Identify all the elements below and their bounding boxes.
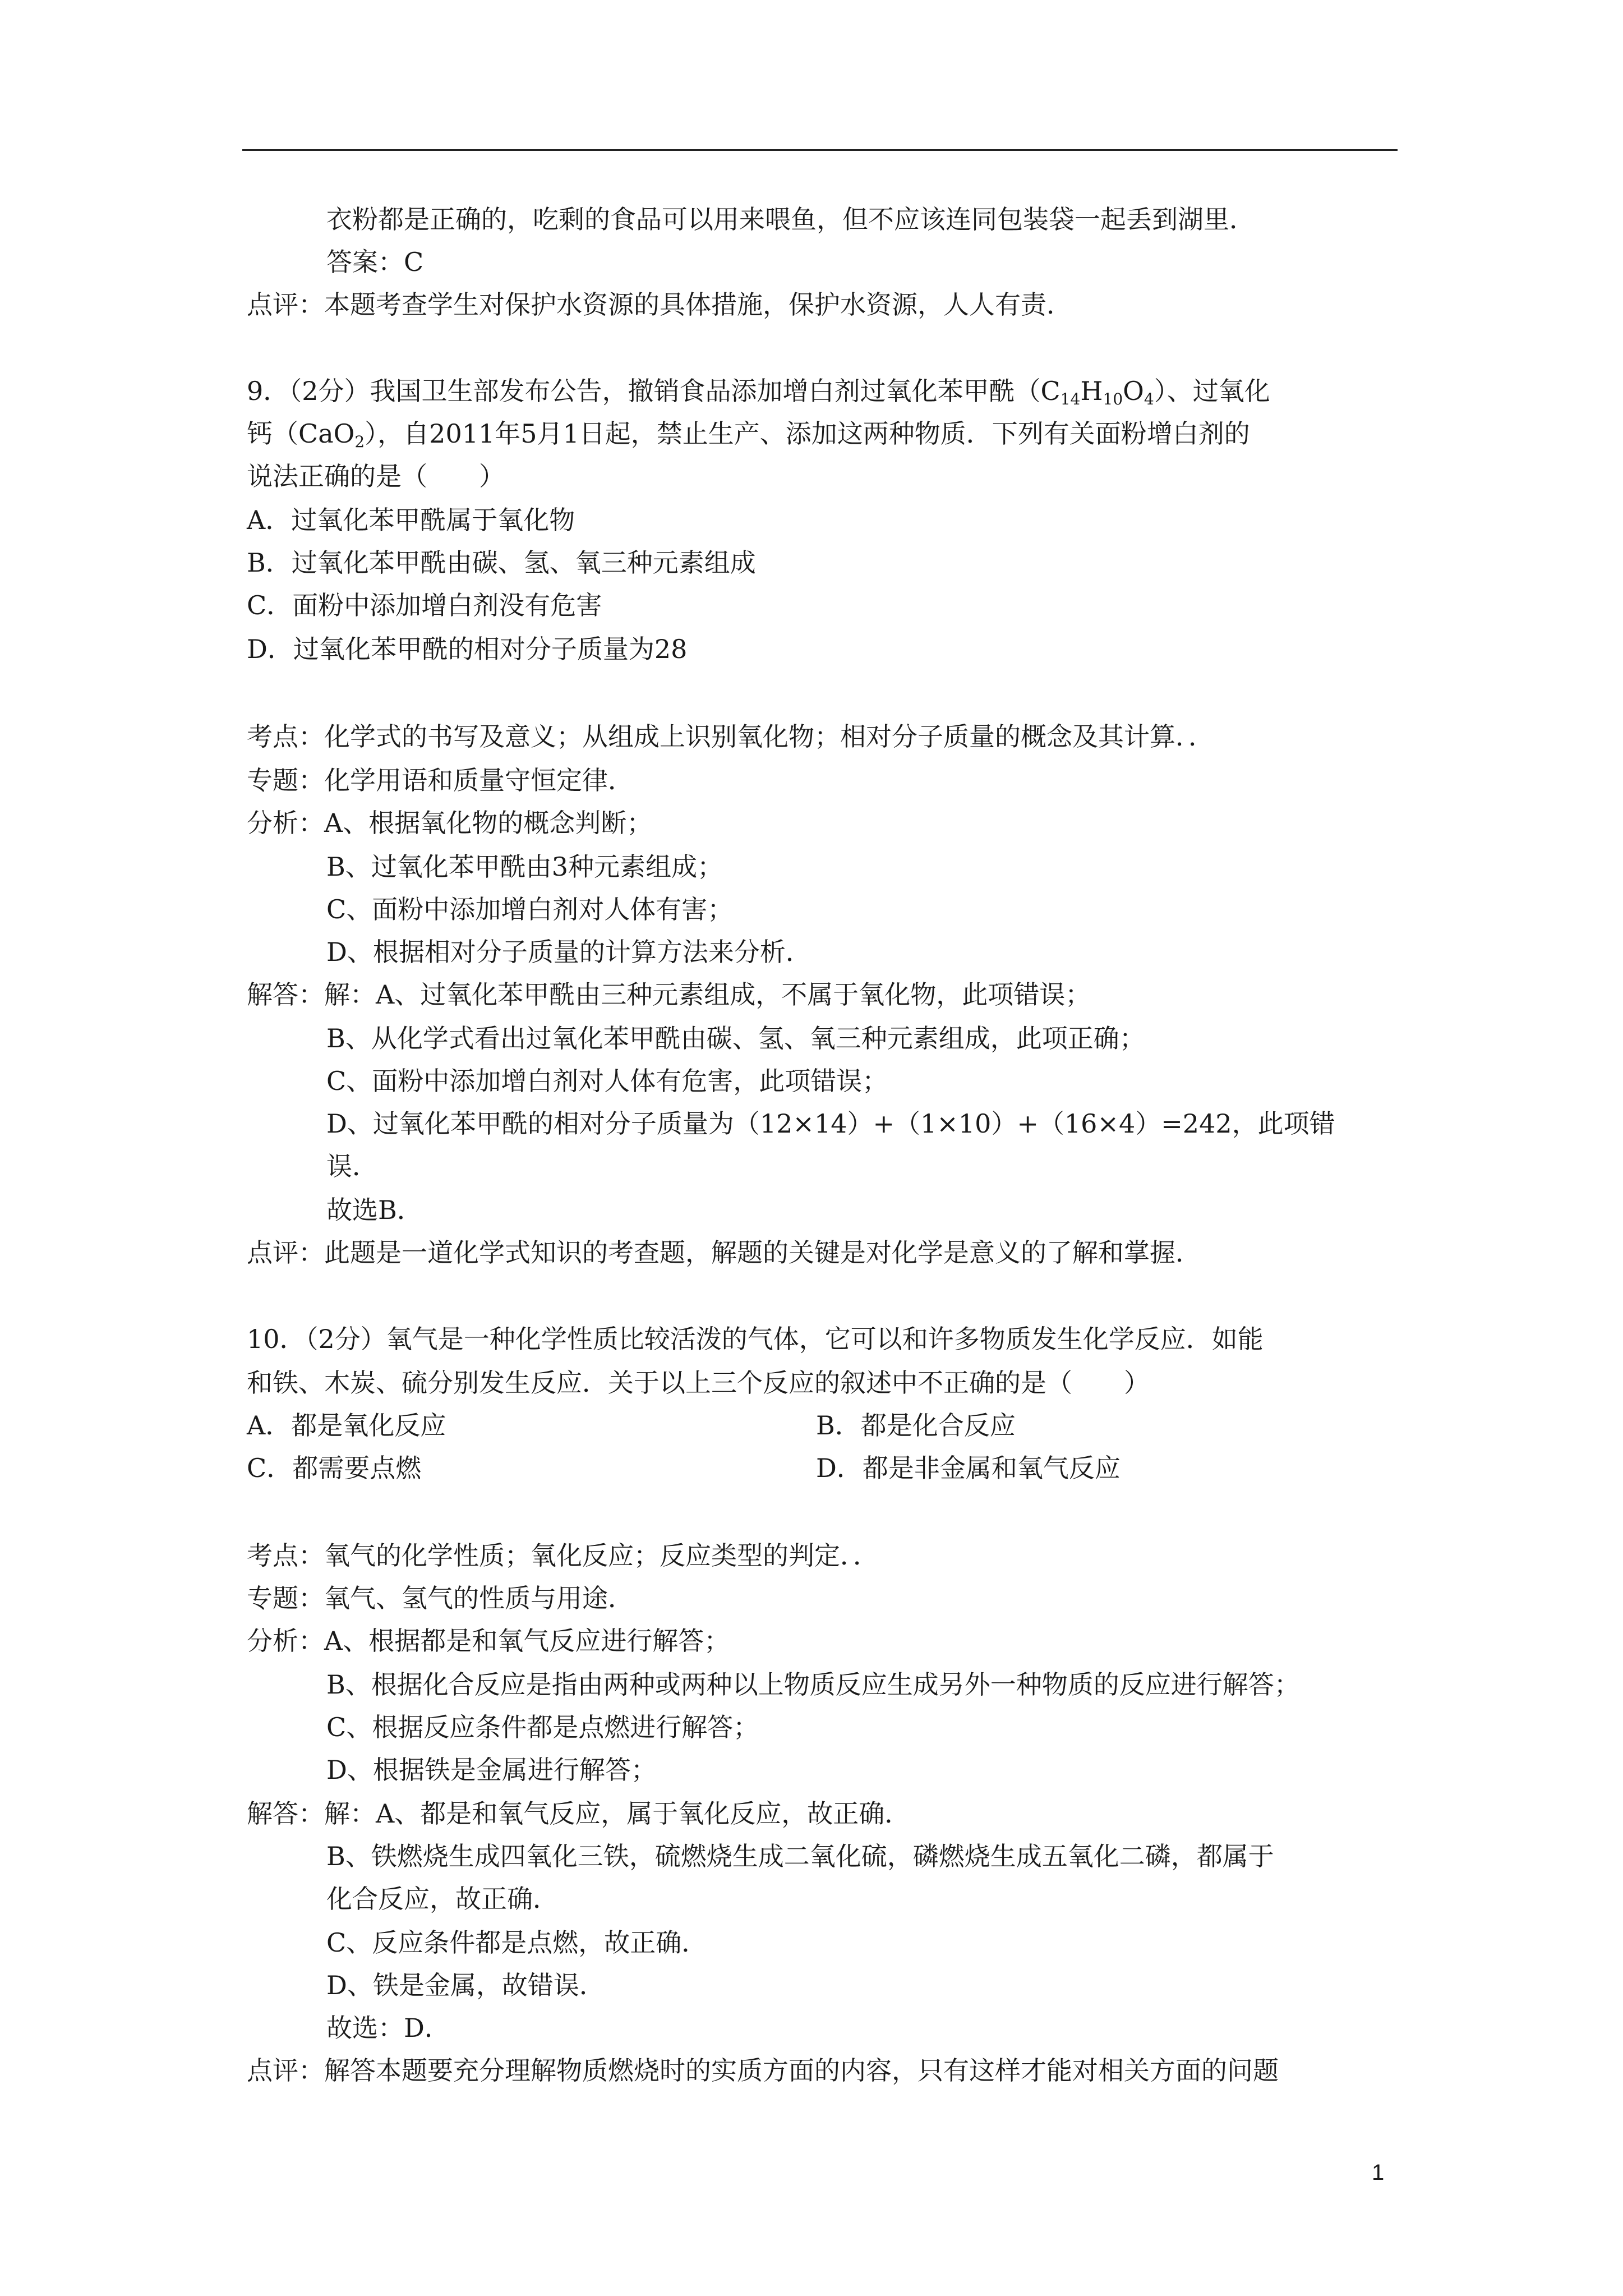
q10-fenxi-0: 分析：A、根据都是和氧气反应进行解答； xyxy=(247,1626,730,1656)
q9-fenxi-1: B、过氧化苯甲酰由3种元素组成； xyxy=(326,852,723,882)
q9-option-b: B．过氧化苯甲酰由碳、氢、氧三种元素组成 xyxy=(247,547,756,578)
q10-option-c: C．都需要点燃 xyxy=(247,1453,422,1483)
q9-jieda-0: 解答：解：A、过氧化苯甲酰由三种元素组成，不属于氧化物，此项错误； xyxy=(247,979,1091,1010)
q10-jieda-4: D、铁是金属，故错误． xyxy=(326,1970,605,2000)
header-rule xyxy=(242,149,1398,151)
q9-jieda-5: 故选B． xyxy=(326,1195,423,1225)
q9-dianping: 点评：此题是一道化学式知识的考查题，解题的关键是对化学是意义的了解和掌握． xyxy=(247,1237,1201,1268)
q10-stem-line2: 和铁、木炭、硫分别发生反应．关于以上三个反应的叙述中不正确的是（ ） xyxy=(247,1368,1150,1398)
q9-jieda-3: D、过氧化苯甲酰的相对分子质量为（12×14）+（1×10）+（16×4）=242，此项错 xyxy=(326,1108,1335,1139)
q8-comment: 点评：本题考查学生对保护水资源的具体措施，保护水资源，人人有责． xyxy=(247,289,1072,320)
q10-jieda-2: 化合反应，故正确． xyxy=(326,1884,559,1914)
q9-option-a: A．过氧化苯甲酰属于氧化物 xyxy=(247,505,575,535)
q8-answer: 答案：C xyxy=(326,247,424,277)
q8-tail: 衣粉都是正确的，吃剩的食品可以用来喂鱼，但不应该连同包装袋一起丢到湖里． xyxy=(326,204,1255,234)
q9-stem-line2: 钙（CaO$_2$），自2011年5月1日起，禁止生产、添加这两种物质．下列有关面粉增白剂的 xyxy=(247,418,1250,451)
q10-jieda-5: 故选：D． xyxy=(326,2013,450,2043)
q9-zhuanti: 专题：化学用语和质量守恒定律． xyxy=(247,765,634,795)
q9-fenxi-0: 分析：A、根据氧化物的概念判断； xyxy=(247,808,653,838)
q9-stem-line1: 9．（2分）我国卫生部发布公告，撤销食品添加增白剂过氧化苯甲酰$(C_{14}H_{10}O_4)$、过氧化 xyxy=(247,376,1270,408)
q10-jieda-0: 解答：解：A、都是和氧气反应，属于氧化反应，故正确． xyxy=(247,1798,911,1829)
q10-fenxi-1: B、根据化合反应是指由两种或两种以上物质反应生成另外一种物质的反应进行解答； xyxy=(326,1669,1300,1700)
q10-jieda-1: B、铁燃烧生成四氧化三铁，硫燃烧生成二氧化硫，磷燃烧生成五氧化二磷，都属于 xyxy=(326,1841,1274,1871)
q10-option-d: D．都是非金属和氧气反应 xyxy=(816,1453,1121,1483)
q10-dianping: 点评：解答本题要充分理解物质燃烧时的实质方面的内容，只有这样才能对相关方面的问题 xyxy=(247,2055,1279,2086)
q9-jieda-2: C、面粉中添加增白剂对人体有危害，此项错误； xyxy=(326,1066,888,1096)
q9-jieda-4: 误． xyxy=(326,1151,378,1181)
q9-option-d: D．过氧化苯甲酰的相对分子质量为28 xyxy=(247,634,688,664)
q9-kaodian: 考点：化学式的书写及意义；从组成上识别氧化物；相对分子质量的概念及其计算．． xyxy=(247,721,1214,752)
q9-fenxi-3: D、根据相对分子质量的计算方法来分析． xyxy=(326,937,811,967)
q9-jieda-1: B、从化学式看出过氧化苯甲酰由碳、氢、氧三种元素组成，此项正确； xyxy=(326,1023,1145,1053)
q9-stem-line3: 说法正确的是（ ） xyxy=(247,461,505,491)
q10-jieda-3: C、反应条件都是点燃，故正确． xyxy=(326,1927,708,1958)
q10-option-a: A．都是氧化反应 xyxy=(247,1410,446,1441)
q10-fenxi-3: D、根据铁是金属进行解答； xyxy=(326,1755,657,1785)
q9-option-c: C．面粉中添加增白剂没有危害 xyxy=(247,590,602,620)
page-number: 1 xyxy=(1372,2160,1385,2185)
q10-stem-line1: 10．（2分）氧气是一种化学性质比较活泼的气体，它可以和许多物质发生化学反应．如能 xyxy=(247,1324,1264,1354)
q10-zhuanti: 专题：氧气、氢气的性质与用途． xyxy=(247,1583,634,1613)
q9-fenxi-2: C、面粉中添加增白剂对人体有害； xyxy=(326,894,734,924)
q10-fenxi-2: C、根据反应条件都是点燃进行解答； xyxy=(326,1712,759,1742)
q10-option-b: B．都是化合反应 xyxy=(816,1410,1016,1441)
q10-kaodian: 考点：氧气的化学性质；氧化反应；反应类型的判定．． xyxy=(247,1540,879,1571)
